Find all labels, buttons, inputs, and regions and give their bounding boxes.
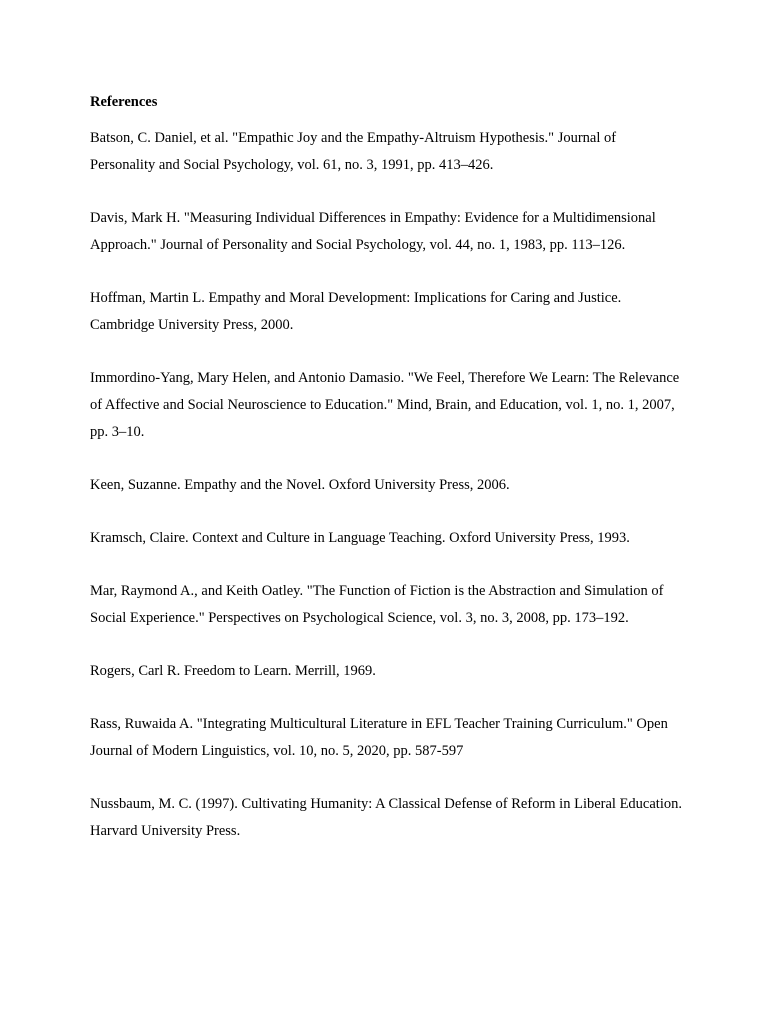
- document-page: [90, 92, 682, 871]
- reference-item: Kramsch, Claire. Context and Culture in Language Teaching. Oxford University Press, 1993.: [90, 530, 630, 546]
- reference-item: Rogers, Carl R. Freedom to Learn. Merrill, 1969.: [90, 663, 376, 679]
- reference-item: Rass, Ruwaida A. "Integrating Multicultural Literature in EFL Teacher Training Curriculum." Open Journal of Modern Linguistics, vol. 10, no. 5, 2020, pp. 587-597: [90, 716, 668, 759]
- reference-item: Keen, Suzanne. Empathy and the Novel. Oxford University Press, 2006.: [90, 477, 510, 493]
- reference-item: Immordino-Yang, Mary Helen, and Antonio Damasio. "We Feel, Therefore We Learn: The Relevance of Affective and Social Neuroscience to Education." Mind, Brain, and Education, vol. 1, no. 1, 2007, pp. 3–10.: [90, 370, 680, 440]
- reference-item: Nussbaum, M. C. (1997). Cultivating Humanity: A Classical Defense of Reform in Liberal Education. Harvard University Press.: [90, 796, 682, 839]
- reference-item: Hoffman, Martin L. Empathy and Moral Development: Implications for Caring and Justice. Cambridge University Press, 2000.: [90, 290, 622, 333]
- reference-list: [90, 125, 682, 845]
- reference-item: Davis, Mark H. "Measuring Individual Differences in Empathy: Evidence for a Multidimensional Approach." Journal of Personality and Social Psychology, vol. 44, no. 1, 1983, pp. 113–126.: [90, 210, 656, 253]
- references-heading: References: [90, 94, 158, 110]
- reference-item: Mar, Raymond A., and Keith Oatley. "The Function of Fiction is the Abstraction and Simulation of Social Experience." Perspectives on Psychological Science, vol. 3, no. 3, 2008, pp. 173–192.: [90, 583, 664, 626]
- reference-item: Batson, C. Daniel, et al. "Empathic Joy and the Empathy-Altruism Hypothesis." Journal of Personality and Social Psychology, vol. 61, no. 3, 1991, pp. 413–426.: [90, 130, 617, 173]
